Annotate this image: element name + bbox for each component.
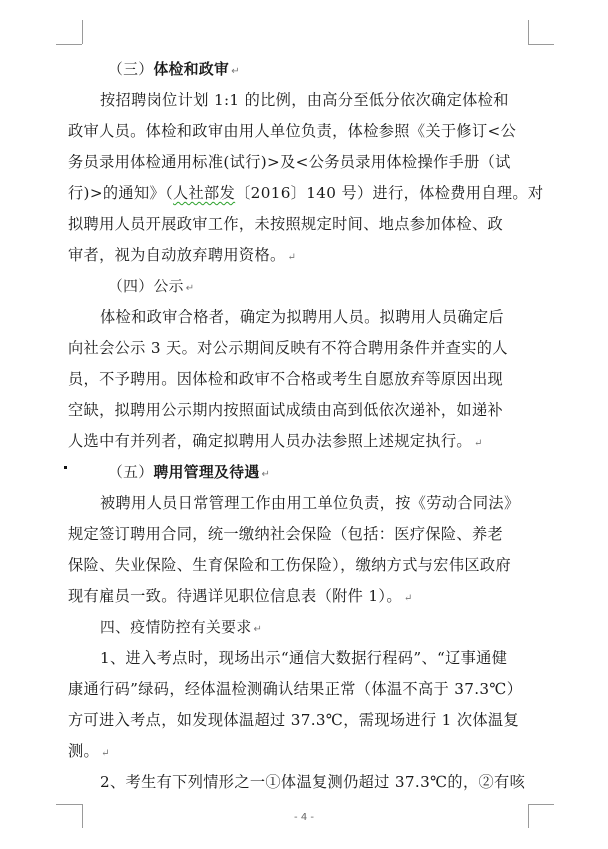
line-text: 员，不予聘用。因体检和政审不合格或考生自愿放弃等原因出现 [68, 370, 504, 388]
heading-number: （四） [108, 278, 154, 295]
paragraph-line [68, 395, 540, 426]
crop-mark-bottom-left [56, 804, 82, 805]
line-text: 方可进入考点，如发现体温超过 37.3℃，需现场进行 1 次体温复 [68, 711, 520, 729]
heading-text: 聘用管理及待遇 [153, 464, 260, 481]
line-text: 被聘用人员日常管理工作由用工单位负责，按《劳动合同法》 [100, 494, 520, 512]
paragraph-mark-icon: ↵ [261, 469, 271, 480]
document-body[interactable] [68, 54, 544, 798]
line-text: 现有雇员一致。待遇详见职位信息表（附件 1）。 [68, 587, 402, 605]
paragraph-line [68, 178, 544, 209]
crop-mark-top-left-vertical [82, 20, 83, 44]
paragraph-mark-icon: ↵ [231, 66, 240, 77]
paragraph-line [68, 116, 540, 147]
paragraph-line [68, 736, 540, 767]
paragraph-line [68, 85, 540, 116]
crop-mark-top-right-vertical [528, 20, 529, 44]
crop-mark-top-right [528, 44, 554, 45]
paragraph-line [68, 333, 540, 364]
line-text: 向社会公示 3 天。对公示期间反映有不符合聘用条件并查实的人 [68, 339, 508, 357]
section-heading [68, 457, 540, 488]
line-text: 按招聘岗位计划 1:1 的比例，由高分至低分依次确定体检和 [100, 91, 509, 109]
line-text: 人选中有并列者，确定拟聘用人员办法参照上述规定执行。 [68, 432, 472, 450]
section-heading [68, 271, 540, 302]
line-text: 拟聘用人员开展政审工作，未按照规定时间、地点参加体检、政 [68, 215, 504, 233]
text-segment: 〔2016〕140 号）进行，体检费用自理。对 [235, 184, 544, 202]
paragraph-line [68, 705, 540, 736]
paragraph-line [68, 364, 540, 395]
line-text: 规定签订聘用合同，统一缴纳社会保险（包括：医疗保险、养老 [68, 525, 504, 543]
paragraph-line [68, 581, 540, 612]
paragraph-mark-icon: ↵ [473, 438, 483, 449]
spellcheck-underlined-text: 人社部发 [172, 184, 236, 202]
line-text: 空缺，拟聘用公示期内按照面试成绩由高到低依次递补，如递补 [68, 401, 504, 419]
section-heading [68, 54, 540, 85]
paragraph-line [68, 767, 540, 798]
paragraph-line [68, 302, 540, 333]
line-text: 政审人员。体检和政审由用人单位负责，体检参照《关于修订<公 [68, 122, 517, 140]
paragraph-line [68, 519, 540, 550]
crop-mark-top-left [56, 44, 82, 45]
paragraph-line [68, 426, 540, 457]
line-text: 务员录用体检通用标准(试行)>及<公务员录用体检操作手册（试 [68, 153, 511, 171]
paragraph-line [68, 488, 540, 519]
line-text: 测。 [68, 742, 100, 760]
paragraph-mark-icon: ↵ [101, 748, 110, 759]
paragraph-line [68, 550, 540, 581]
line-text: 康通行码”绿码，经体温检测确认结果正常（体温不高于 37.3℃） [68, 680, 523, 698]
heading-text: 体检和政审 [153, 61, 230, 78]
paragraph-mark-icon: ↵ [287, 252, 297, 263]
paragraph-line [68, 674, 540, 705]
paragraph-line [68, 209, 540, 240]
bullet-mark [64, 466, 67, 469]
heading-number: （五） [108, 464, 154, 481]
page-number: - 4 - [294, 812, 314, 823]
heading-number: （三） [108, 61, 154, 78]
paragraph-line [68, 240, 540, 271]
paragraph-mark-icon: ↵ [185, 283, 195, 294]
section-heading [68, 612, 540, 643]
paragraph-line [68, 643, 540, 674]
heading-text: 公示 [153, 278, 184, 295]
paragraph-line [68, 147, 540, 178]
line-text: 审者，视为自动放弃聘用资格。 [68, 246, 286, 264]
paragraph-mark-icon: ↵ [403, 593, 413, 604]
line-text: 体检和政审合格者，确定为拟聘用人员。拟聘用人员确定后 [100, 308, 504, 326]
line-text: 2、考生有下列情形之一①体温复测仍超过 37.3℃的，②有咳 [100, 773, 526, 791]
text-segment: 行)>的通知》（ [68, 184, 173, 202]
heading-text: 四、疫情防控有关要求 [100, 619, 252, 636]
line-text: 1、进入考点时，现场出示“通信大数据行程码”、“辽事通健 [100, 649, 508, 667]
line-text: 保险、失业保险、生育保险和工伤保险），缴纳方式与宏伟区政府 [68, 556, 511, 574]
crop-mark-bottom-right [528, 804, 554, 805]
paragraph-mark-icon: ↵ [253, 624, 263, 635]
